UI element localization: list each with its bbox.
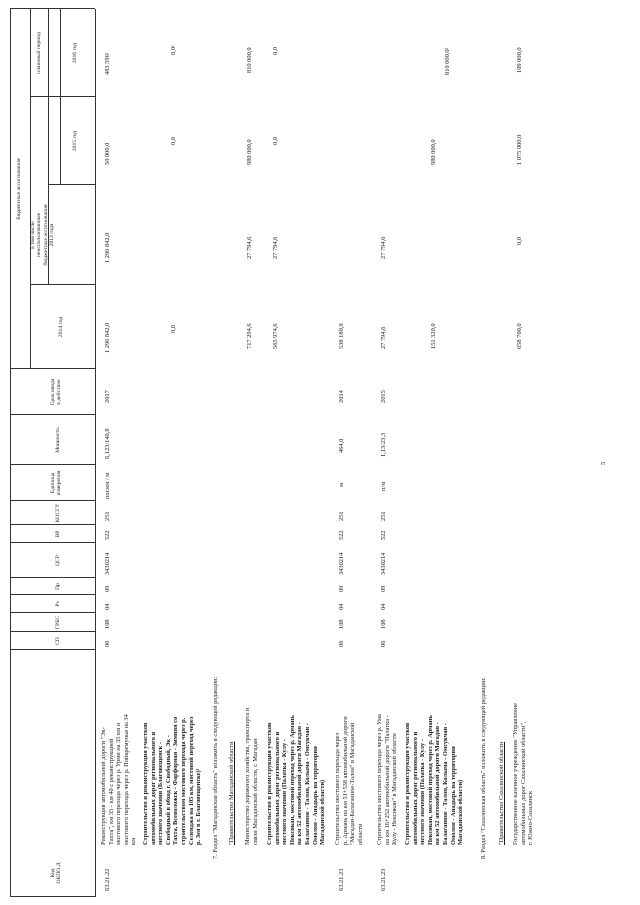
row-cell-vr: 522 [104,530,111,540]
section7-row1-grbs: 108 [338,619,345,629]
section7-row1-unit: м [338,482,345,487]
section7-row2-2014: 27 794,6 [380,326,387,349]
header-col-grbs: ГРБС [55,615,61,630]
row-bold-value-2015: 0,0 [170,137,177,145]
row-cell-deadline: 2017 [104,390,111,403]
header-col-unit: Единица измерения [50,470,63,496]
section7-ministry-2013: 27 794,6 [246,236,253,259]
row-cell-capacity: 6,123/140,8 [104,428,111,459]
section7-row2-vr: 522 [380,530,387,540]
section7-row2-description: Строительство мостового перехода через р. Ума на км 16+252 автомобильной дороги "Палатка - Кулу - Нексикан" в Магаданской области [376,714,399,845]
section7-row2-grbs: 108 [380,619,387,629]
section7-build2-2015: 980 000,0 [430,139,437,165]
row-value-2015: 50 000,0 [104,142,111,165]
row-bold-description: Строительство и реконструкция участков автомобильных дорог регионального и местного значения (Благовещенск - Свободный в обход г. Свободный, Эк - Тахта, Всеволожск - Фарфорная - Зимняя со строительством мостового перехода через р. Селенджа на 105 км, мостовой переход через р. Зея в г. Благовещенске)¹ [142,716,203,845]
section7-ministry-2014: 717 294,6 [246,323,253,349]
header-unused-2013: в том числе неиспользованные бюджетные ассигнования 2013 года [30,204,56,266]
row-bold-value-2014: 0,0 [170,325,177,333]
page-number: 5 [600,461,607,465]
section7-row2-rz: 04 [380,603,387,610]
section8-2016: 109 000,0 [516,47,523,73]
header-planned-period: плановый период [36,32,42,74]
section7-row1-rz: 04 [338,603,345,610]
section7-ministry-2016: 810 000,0 [246,47,253,73]
section7-row2-csr: 3430214 [380,552,387,575]
section7-row1-kosgu: 251 [338,511,345,521]
section7-title: 7. Раздел "Магаданская область" изложить в следующей редакции: [212,676,219,859]
header-budget-group: Бюджетные ассигнования [16,158,22,220]
row-cell-sp: 06 [104,640,111,647]
row-bold-value-2016: 0,0¹ [170,45,177,55]
header-col-sp: СП [55,637,61,645]
section7-row2-deadline: 2015 [380,390,387,403]
section7-build2-2014: 151 320,0 [430,323,437,349]
section7-build-description: Строительство и реконструкция участков автомобильных дорог регионального и местного значения (Палатка - Кулу - Нексикан, мостовой переход через р. Армань на км 52 автомобильной дороги Магадан - Балаганное - Талон, Колыма - Омсукчан - Омолон - Анадырь на территории Магаданской области) [266,715,327,845]
section7-row1-vr: 522 [338,530,345,540]
section7-row1-capacity: 464,0 [338,438,345,453]
section7-row2-pr: 09 [380,585,387,592]
section8-2014: 658 700,0 [516,323,523,349]
section7-org: "Правительство Магаданской области [228,741,235,845]
header-year-2015: 2015 год [72,130,78,152]
section7-row2-code: 63.21.23 [380,868,387,891]
header-col-vr: ВР [55,530,61,538]
section8-institution: Государственное казенное учреждение "Управление автомобильных дорог Сахалинской области", г. Южно-Сахалинск [512,703,535,845]
row-cell-unit: пог.км / м [104,472,111,499]
header-col-capacity: Мощность [55,427,61,453]
header-year-2014: 2014 год [58,316,64,338]
row-cell-rz: 04 [104,603,111,610]
section7-row1-deadline: 2014 [338,390,345,403]
row-cell-csr: 3430214 [104,552,111,575]
section7-row2-unit: п/м [380,481,387,491]
header-col-rz: Рз [55,601,61,607]
section7-build-2014: 565 974,6 [272,323,279,349]
section7-row2-sp: 06 [380,640,387,647]
header-col-pr: Пр [55,583,61,590]
section7-row1-sp: 06 [338,640,345,647]
section7-row2-capacity: 1,13/23,3 [380,432,387,457]
row-value-2013: 1 296 842,0 [104,232,111,263]
row-value-2014: 1 296 842,0 [104,322,111,353]
section8-2013: 0,0 [516,237,523,245]
row-description: Реконструкция автомобильной дороги "Эк- Тахта", км 35 - км 40 с реконструкцией мостового перехода через р. Урми на 35 км и мостового перехода через р. Пойкремунья на 34 км [100,714,138,845]
section7-ministry: Министерство дорожного хозяйства, транспорта и связи Магаданской области, г. Магадан [244,707,259,845]
section7-row1-2014: 538 180,0 [338,323,345,349]
header-code: Код ОКПО.Д [50,862,63,884]
row-value-2016: 483 596¹ [104,52,111,75]
row-code: 63.21.22 [104,868,111,891]
header-year-2016: 2016 год [72,42,78,64]
header-col-csr: ЦСР [55,555,61,566]
section7-ministry-2015: 980 000,0 [246,139,253,165]
section8-2015: 1 075 000,0 [516,134,523,165]
section8-org: "Правительство Сахалинской области [498,741,505,845]
section7-row1-description: Строительство мостового перехода через р. Армань на км 51+538 автомобильной дороги "Магадан-Балаганное-Талон" в Магаданской области [334,716,364,845]
section7-row2-2013: 27 794,6 [380,236,387,259]
row-cell-pr: 09 [104,585,111,592]
header-col-deadline: Срок ввода в действие [50,378,63,406]
section7-build2-description: Строительство и реконструкция участков автомобильных дорог регионального и местного значения (Палатка - Кулу - Нексикан, мостовой переход через р. Армань на км 52 автомобильной дороги Магадан - Балаганное - Талон, Колыма - Омсукчан - Омолон - Анадырь на территории Магаданской области) [404,715,465,845]
header-col-kosgu: КОСГУ [55,503,61,523]
section7-row1-csr: 3430214 [338,552,345,575]
section7-build-2015: 0,0 [272,137,279,145]
section7-build2-2016: 810 000,0¹ [444,47,451,75]
row-cell-grbs: 108 [104,619,111,629]
row-cell-kosgu: 251 [104,511,111,521]
section8-title: 8. Раздел "Сахалинская область" изложить в следующей редакции: [480,677,487,859]
section7-build-2016: 0,0 [272,47,279,55]
section7-row1-code: 63.21.23 [338,868,345,891]
section7-row2-kosgu: 251 [380,511,387,521]
section7-build-2013: 27 794,6 [272,236,279,259]
section7-row1-pr: 09 [338,585,345,592]
